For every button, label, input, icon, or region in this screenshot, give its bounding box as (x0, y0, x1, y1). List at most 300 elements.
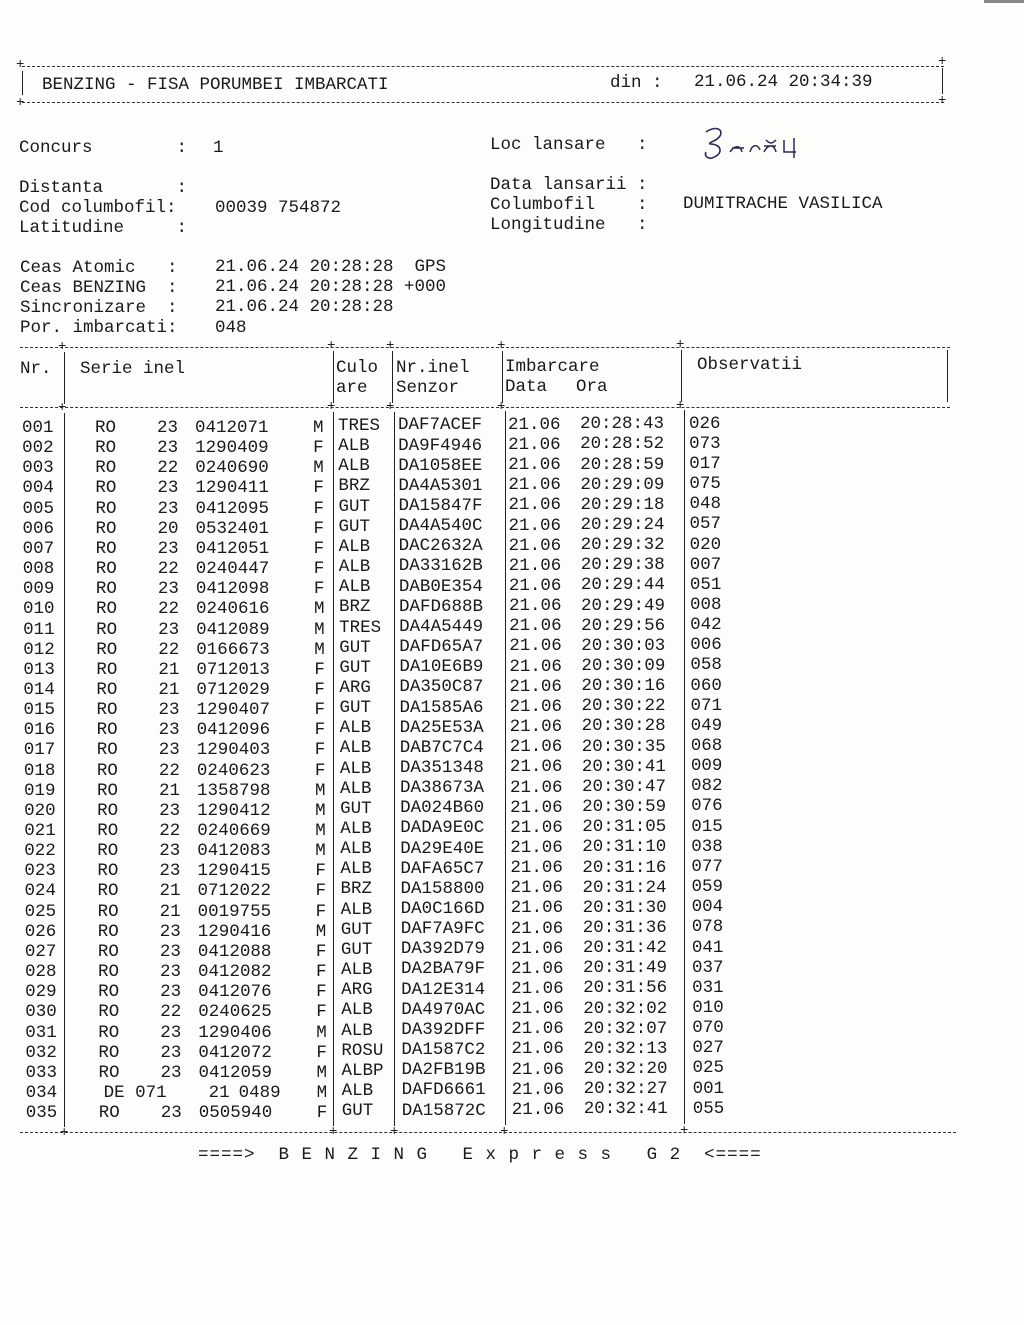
cell-sensor: DA158800 (400, 878, 485, 899)
cell-ring: 0412088 (197, 941, 272, 962)
cell-time: 20:29:38 (580, 555, 665, 576)
cell-sex: M (315, 921, 327, 942)
cell-nr: 004 (22, 478, 54, 499)
cell-color: ALB (338, 536, 371, 557)
cell-date: 21.06 (508, 414, 561, 435)
cell-observatii: 057 (689, 514, 722, 535)
cell-color: ALB (338, 577, 371, 598)
cell-date: 21.06 (509, 616, 562, 637)
cell-date: 21.06 (510, 918, 564, 939)
cell-sex: M (315, 841, 326, 862)
cell-sensor: DA351348 (399, 757, 484, 778)
cell-year: 22 (158, 639, 180, 660)
cell-nr: 027 (24, 941, 57, 962)
cell-ring: 0166673 (196, 639, 270, 660)
cell-time: 20:31:49 (582, 958, 667, 979)
cell-country: RO (98, 1022, 120, 1043)
cell-sensor: DA1585A6 (399, 697, 484, 718)
cell-time: 20:32:13 (583, 1038, 668, 1059)
cell-year: 23 (157, 498, 179, 519)
cell-date: 21.06 (511, 1059, 565, 1080)
cell-observatii: 082 (690, 776, 723, 797)
cell-date: 21.06 (511, 1039, 564, 1060)
cell-sensor: DA4A5449 (399, 616, 484, 637)
cell-country: RO (97, 821, 119, 841)
cell-ring: 0240616 (195, 599, 270, 620)
cell-year: 23 (159, 921, 181, 942)
cell-time: 20:32:20 (583, 1059, 668, 1079)
cell-country: RO (96, 700, 118, 721)
cell-nr: 035 (25, 1103, 58, 1124)
cell-sex: F (314, 700, 326, 721)
cell-sensor: DA15872C (401, 1100, 486, 1121)
cell-sensor: DAB0E354 (398, 576, 483, 597)
cell-observatii: 059 (691, 877, 724, 898)
cell-color: GUT (339, 657, 371, 678)
cell-country: RO (96, 679, 118, 700)
cell-time: 20:30:28 (581, 716, 666, 737)
cell-sensor: DA024B60 (400, 798, 485, 819)
cell-date: 21.06 (509, 656, 562, 677)
cell-sex: M (314, 639, 325, 660)
cell-ring: 1290403 (196, 740, 271, 761)
cell-observatii: 055 (692, 1098, 725, 1119)
cell-nr: 014 (23, 679, 55, 700)
cell-ring: 1358798 (196, 780, 271, 801)
cell-time: 20:31:42 (582, 938, 667, 959)
cell-nr: 011 (23, 619, 55, 640)
cell-nr: 008 (22, 559, 55, 580)
cell-year: 23 (157, 538, 179, 559)
cell-nr: 006 (22, 518, 55, 539)
cell-sex: F (315, 861, 326, 882)
cell-nr: 029 (25, 982, 57, 1003)
cell-color: ALB (340, 819, 372, 839)
cell-sensor: DA2BA79F (400, 959, 485, 980)
cell-nr: 018 (23, 760, 56, 781)
cell-sex: F (313, 478, 324, 499)
cell-nr: 019 (23, 780, 56, 801)
cell-time: 20:32:07 (583, 1018, 668, 1039)
cell-country: RO (97, 841, 119, 862)
cell-year: 23 (158, 700, 180, 721)
cell-year: 23 (157, 418, 179, 438)
cell-sensor: DA29E40E (400, 838, 485, 859)
cell-observatii: 026 (689, 413, 721, 434)
cell-ring: 0489 (238, 1082, 281, 1103)
cell-year: 23 (159, 861, 181, 882)
cell-country: RO (95, 599, 117, 620)
cell-country: RO (96, 619, 118, 640)
cell-ring: 0412071 (195, 418, 269, 438)
cell-date: 21.06 (510, 938, 564, 959)
cell-sensor: DAB7C7C4 (399, 737, 484, 758)
cell-color: ALB (341, 1000, 373, 1021)
cell-date: 21.06 (510, 858, 563, 879)
cell-date: 21.06 (511, 979, 564, 999)
cell-sensor: DA15847F (398, 496, 483, 516)
cell-sex: F (316, 1103, 328, 1124)
sincronizare-value: 21.06.24 20:28:28 (215, 297, 394, 317)
cell-sex: F (313, 518, 325, 539)
cell-observatii: 077 (691, 856, 723, 877)
cell-time: 20:31:05 (582, 817, 667, 838)
cell-sensor: DADA9E0C (400, 818, 485, 839)
cell-color: ALB (341, 1080, 374, 1101)
cell-ring: 0412095 (195, 498, 269, 519)
cell-date: 21.06 (509, 676, 562, 697)
cell-country: RO (98, 1062, 120, 1083)
cell-sex: F (315, 962, 327, 983)
cell-time: 20:30:41 (581, 756, 666, 777)
cell-observatii: 009 (690, 756, 723, 777)
cell-sex: F (314, 740, 326, 761)
cell-sensor: DAC2632A (398, 536, 483, 557)
cell-color: ALBP (341, 1060, 384, 1081)
sincronizare-label: Sincronizare : (20, 298, 178, 318)
col-imbarcare-ora: Ora (576, 377, 608, 397)
cell-country: RO (96, 639, 118, 660)
cell-country: RO (95, 559, 117, 580)
cell-observatii: 015 (691, 816, 723, 837)
cell-color: TRES (338, 416, 381, 436)
cell-color: ALB (339, 758, 372, 779)
cell-ring: 1290415 (197, 861, 271, 882)
cell-sex: F (316, 1042, 327, 1063)
benzing-footer-banner: ====> B E N Z I N G E x p r e s s G 2 <==== (198, 1145, 762, 1165)
ceas-atomic-label: Ceas Atomic : (20, 258, 178, 278)
cell-time: 20:30:59 (582, 797, 667, 818)
cell-nr: 031 (25, 1022, 57, 1043)
col-serie-inel: Serie inel (80, 359, 186, 379)
cell-color: GUT (340, 939, 373, 960)
data-lansarii-label: Data lansarii : (490, 175, 648, 195)
cell-ring: 0412051 (195, 538, 270, 559)
header-din-label: din : (610, 73, 663, 93)
cell-year: 23 (159, 800, 181, 821)
col-nr-inel-2: Senzor (396, 378, 460, 398)
cell-sex: M (316, 1022, 327, 1043)
cell-ring: 1290411 (195, 478, 269, 499)
cell-sex: M (314, 780, 326, 801)
cell-date: 21.06 (508, 576, 562, 596)
cell-sex: F (313, 498, 324, 519)
cell-ring: 1290412 (197, 800, 271, 821)
cell-sex: F (314, 659, 325, 680)
cell-country: RO (97, 861, 119, 882)
cell-sex: F (314, 720, 326, 741)
cell-year: 22 (157, 599, 179, 620)
cell-nr: 001 (22, 418, 54, 438)
cell-ring: 0019755 (197, 901, 272, 922)
cell-sex: M (316, 1062, 328, 1083)
cell-nr: 032 (25, 1042, 57, 1063)
cell-observatii: 060 (690, 675, 722, 696)
cell-year: 20 (157, 518, 179, 539)
cell-sex: F (316, 1002, 327, 1023)
col-imbarcare: Imbarcare (505, 357, 600, 377)
cell-nr: 024 (24, 881, 57, 902)
cell-date: 21.06 (510, 878, 564, 899)
cell-ring: 0240623 (196, 760, 271, 781)
col-culoare-1: Culo (336, 358, 379, 378)
cell-observatii: 007 (689, 554, 722, 575)
cell-observatii: 004 (691, 897, 724, 918)
cell-date: 21.06 (511, 1019, 564, 1040)
header-datetime: 21.06.24 20:34:39 (694, 72, 873, 92)
cell-color: ARG (341, 980, 373, 1001)
cell-observatii: 037 (691, 957, 724, 978)
cell-date: 21.06 (509, 777, 563, 798)
col-observatii: Observatii (697, 355, 803, 375)
cell-year: 21 (158, 659, 180, 680)
cell-color: ALB (340, 899, 373, 920)
cell-color: BRZ (338, 476, 370, 497)
cod-columbofil-value: 00039 754872 (215, 198, 342, 218)
columbofil-value: DUMITRACHE VASILICA (683, 194, 883, 214)
cell-color: ALB (340, 960, 373, 981)
cell-nr: 005 (22, 498, 54, 519)
cell-color: ALB (338, 436, 370, 457)
cell-sensor: DA350C87 (399, 677, 484, 698)
cod-columbofil-label: Cod columbofil: (19, 198, 177, 218)
cell-date: 21.06 (508, 535, 562, 556)
cell-time: 20:31:16 (582, 857, 667, 878)
cell-date: 21.06 (509, 636, 562, 657)
cell-ring: 0240690 (195, 458, 269, 479)
cell-year: 23 (158, 619, 180, 640)
cell-time: 20:29:44 (580, 575, 665, 596)
cell-observatii: 068 (690, 736, 723, 756)
cell-ring: 1290407 (196, 700, 271, 721)
cell-nr: 025 (24, 901, 57, 922)
cell-year: 23 (157, 478, 179, 499)
cell-date: 21.06 (510, 797, 563, 818)
cell-sensor: DA4970AC (401, 999, 486, 1020)
cell-date: 21.06 (510, 837, 563, 858)
cell-date: 21.06 (508, 515, 562, 536)
cell-ring: 0532401 (195, 518, 270, 539)
cell-year: 23 (160, 1042, 182, 1063)
col-culoare-2: are (336, 378, 368, 398)
cell-time: 20:29:09 (580, 474, 665, 495)
cell-sensor: DAF7A9FC (400, 919, 485, 940)
cell-sensor: DA392D79 (400, 939, 485, 960)
cell-observatii: 020 (689, 534, 722, 555)
cell-ring: 0505940 (198, 1103, 273, 1124)
cell-ring: 0412089 (196, 619, 270, 640)
cell-time: 20:29:18 (580, 494, 665, 515)
cell-sensor: DAFD6661 (401, 1080, 486, 1101)
cell-year: 23 (160, 1022, 182, 1043)
cell-color: BRZ (338, 597, 371, 618)
cell-color: GUT (339, 637, 371, 658)
cell-nr: 028 (24, 962, 57, 983)
cell-date: 21.06 (508, 475, 561, 496)
cell-sensor: DA33162B (398, 556, 483, 577)
cell-color: ALB (340, 839, 372, 860)
cell-time: 20:31:10 (582, 837, 667, 858)
ceas-atomic-value: 21.06.24 20:28:28 GPS (215, 257, 447, 277)
porumbei-imbarcati-label: Por. imbarcati: (20, 318, 178, 338)
cell-time: 20:32:02 (583, 998, 668, 1019)
cell-observatii: 058 (690, 655, 722, 676)
cell-ring: 0412098 (195, 579, 270, 600)
cell-ring: 0412083 (197, 841, 271, 862)
cell-observatii: 001 (692, 1078, 725, 1099)
cell-date: 21.06 (509, 717, 563, 738)
cell-color: ALB (339, 738, 372, 759)
cell-ring: 0240447 (195, 559, 270, 580)
cell-nr: 002 (22, 438, 54, 459)
cell-year: 23 (159, 941, 181, 962)
cell-date: 21.06 (510, 958, 564, 979)
cell-nr: 003 (22, 458, 54, 479)
cell-date: 21.06 (508, 455, 561, 476)
cell-date: 21.06 (511, 999, 564, 1020)
cell-time: 20:28:43 (580, 414, 665, 435)
cell-ring: 0240669 (197, 821, 271, 841)
cell-sensor: DA4A540C (398, 516, 483, 537)
cell-date: 21.06 (509, 737, 563, 758)
cell-sensor: DA2FB19B (401, 1060, 486, 1081)
cell-color: BRZ (340, 879, 373, 900)
cell-color: GUT (341, 1101, 374, 1122)
cell-sex: F (315, 941, 327, 962)
cell-sex: F (313, 579, 325, 600)
cell-year: 23 (160, 1062, 182, 1083)
cell-observatii: 073 (689, 433, 721, 454)
cell-color: ALB (339, 718, 372, 739)
porumbei-imbarcati-value: 048 (215, 318, 247, 338)
cell-sex: F (314, 760, 326, 781)
cell-color: ROSU (341, 1040, 384, 1061)
cell-country: RO (98, 982, 120, 1003)
cell-color: GUT (340, 919, 373, 940)
cell-country: RO (97, 901, 119, 922)
cell-time: 20:28:59 (580, 454, 665, 475)
cell-country: RO (95, 518, 117, 539)
cell-nr: 009 (22, 579, 55, 600)
cell-year: 23 (160, 982, 182, 1003)
cell-observatii: 048 (689, 494, 721, 515)
distanta-label: Distanta : (19, 178, 188, 198)
cell-color: ARG (339, 677, 371, 698)
cell-observatii: 071 (690, 695, 723, 716)
cell-time: 20:31:56 (583, 978, 668, 999)
cell-time: 20:30:47 (581, 776, 666, 797)
cell-sensor: DAFA65C7 (400, 858, 485, 879)
cell-sensor: DA392DFF (401, 1019, 486, 1040)
cell-year: 23 (157, 579, 179, 600)
cell-color: TRES (339, 617, 382, 638)
cell-observatii: 008 (689, 594, 722, 615)
cell-sex: M (315, 821, 326, 841)
cell-country: RO (95, 579, 117, 600)
cell-country: RO (95, 458, 117, 479)
cell-nr: 012 (23, 639, 55, 660)
cell-sex: F (315, 881, 327, 902)
cell-country: RO (98, 1002, 120, 1023)
cell-country: RO (97, 921, 119, 942)
cell-date: 21.06 (508, 434, 561, 455)
columbofil-label: Columbofil : (490, 195, 648, 215)
cell-observatii: 075 (689, 474, 721, 495)
cell-year: 21 (158, 679, 180, 700)
cell-sensor: DA38673A (399, 778, 484, 799)
cell-year: 22 (157, 458, 179, 479)
cell-time: 20:30:22 (581, 696, 666, 717)
cell-time: 20:28:52 (580, 434, 665, 455)
cell-year: 21 (159, 901, 181, 922)
cell-date: 21.06 (508, 555, 562, 576)
cell-color: ALB (339, 778, 372, 799)
cell-nr: 021 (24, 821, 56, 841)
cell-sex: F (313, 438, 324, 459)
cell-time: 20:29:56 (581, 615, 666, 636)
cell-ring: 0412059 (198, 1062, 273, 1083)
cell-nr: 022 (24, 841, 56, 862)
cell-sex: M (313, 418, 324, 438)
cell-sensor: DA25E53A (399, 717, 484, 738)
cell-observatii: 017 (689, 453, 721, 474)
cell-year: 22 (158, 760, 180, 781)
cell-time: 20:29:32 (580, 535, 665, 556)
cell-year: 21 (159, 881, 181, 902)
cell-sensor: DA1587C2 (401, 1040, 486, 1061)
cell-year: 23 (160, 1103, 182, 1124)
cell-ring: 0412082 (197, 962, 272, 983)
latitudine-label: Latitudine : (19, 218, 188, 238)
cell-country: RO (98, 1042, 120, 1063)
cell-observatii: 076 (691, 796, 723, 817)
cell-sex: M (313, 458, 324, 479)
cell-time: 20:29:24 (580, 514, 665, 535)
cell-nr: 026 (24, 921, 57, 942)
cell-year: 22 (160, 1002, 182, 1023)
cell-ring: 1290409 (195, 438, 269, 459)
cell-ring: 0412072 (198, 1042, 272, 1063)
cell-date: 21.06 (511, 1099, 565, 1120)
cell-year: 21 (158, 780, 180, 801)
cell-observatii: 010 (692, 997, 724, 1018)
loc-lansare-label: Loc lansare : (490, 135, 648, 155)
cell-country: RO (95, 438, 117, 459)
cell-observatii: 006 (690, 635, 722, 656)
cell-year: 23 (159, 962, 181, 983)
cell-nr: 034 (25, 1082, 58, 1103)
cell-time: 20:30:03 (581, 635, 666, 656)
cell-country: RO (97, 941, 119, 962)
cell-date: 21.06 (511, 1079, 565, 1100)
cell-observatii: 041 (691, 937, 724, 958)
cell-sensor: DA10E6B9 (399, 657, 484, 678)
cell-sensor: DAF7ACEF (398, 415, 483, 436)
cell-observatii: 038 (691, 836, 723, 857)
cell-time: 20:30:35 (581, 736, 666, 757)
cell-sex: M (314, 619, 325, 640)
cell-country: RO (96, 780, 118, 801)
cell-nr: 007 (22, 538, 55, 559)
cell-nr: 030 (25, 1002, 57, 1023)
scan-edge-mark (984, 0, 1024, 9)
cell-sensor: DA4A5301 (398, 475, 483, 496)
cell-sensor: DA0C166D (400, 899, 485, 919)
cell-time: 20:32:41 (583, 1099, 668, 1120)
cell-color: GUT (339, 698, 372, 719)
cell-ring: 1290416 (197, 921, 272, 942)
cell-date: 21.06 (508, 495, 561, 516)
